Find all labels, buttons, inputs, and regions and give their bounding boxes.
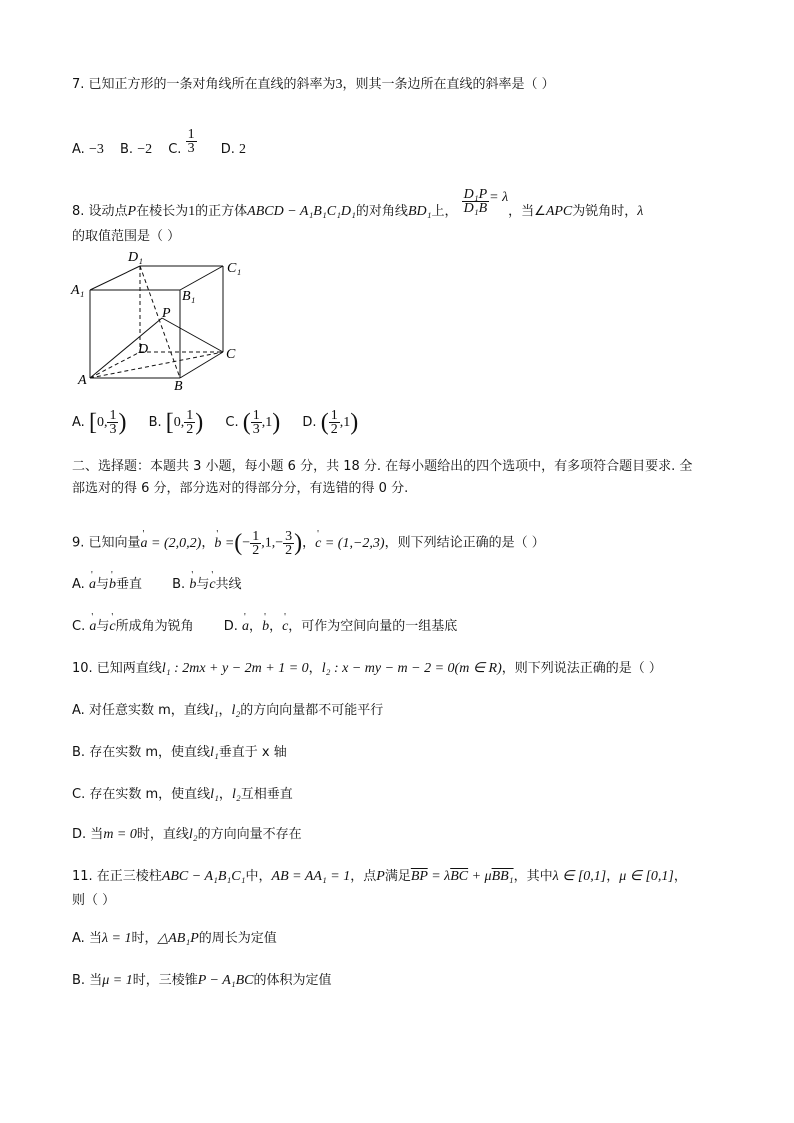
q8-option-c[interactable]: C. ( $\frac{1}{3}$ ,1) [225, 407, 281, 437]
label-b1: B₁ [182, 289, 196, 304]
edge-a1d1 [90, 266, 140, 290]
q8-option-b[interactable]: B. [0, $\frac{1}{2}$ ) [148, 407, 204, 437]
q7-option-d[interactable]: D. 2 [220, 142, 247, 157]
label-a: A [78, 373, 87, 388]
q7-slope: 3 [335, 77, 343, 92]
q8-options [72, 408, 358, 437]
vector-c: ' c = (1,−2,3) [315, 529, 384, 559]
q8-option-a[interactable]: A. [0, $\frac{1}{3}$ ) [72, 407, 127, 437]
label-d: D [138, 342, 149, 357]
edge-b1c1 [180, 266, 223, 290]
q10-option-d[interactable]: D. 当m = 0时，直线l₂的方向向量不存在 [72, 827, 302, 842]
q7-stem: 7. 已知正方形的一条对角线所在直线的斜率为3，则其一条边所在直线的斜率是（ ） [72, 77, 555, 92]
q10-option-c[interactable]: C. 存在实数 m，使直线l₁，l₂互相垂直 [72, 787, 293, 802]
section-2-line1: 二、选择题：本题共 3 小题，每小题 6 分，共 18 分. 在每小题给出的四个选项中，有多项符合题目要求. 全 [72, 459, 693, 474]
label-a1: A₁ [71, 283, 85, 298]
q11-stem-line2: 则（ ） [72, 893, 116, 908]
segment-ap [90, 318, 162, 378]
q8-option-d[interactable]: D. ( $\frac{1}{2}$ ,1) [302, 407, 359, 437]
q11-stem: 11. 在正三棱柱ABC − A₁B₁C₁中，AB = AA₁ = 1，点P满足$\overline{BP} = \lambda\overline{BC} + \mu BB_1$，其中λ ∈ [0,1]，μ ∈ [0,1]， [72, 869, 687, 884]
q9-option-d[interactable]: D. ' a，' b，' c，可作为空间向量的一组基底 [224, 619, 458, 634]
q11-option-b[interactable]: B. 当μ = 1时，三棱锥P − A₁BC的体积为定值 [72, 973, 332, 988]
q8-stem-line1: 8. 设动点P在棱长为1的正方体ABCD − A₁B₁C₁D₁的对角线BD₁上， $\frac{\text{D₁P}}{\text{D₁B}}$ = λ，当∠APC为锐角时，λ [72, 187, 644, 219]
q9-options-row2 [72, 618, 457, 636]
q8-stem-line2: 的取值范围是（ ） [72, 229, 181, 244]
q7-option-c[interactable]: C. $\frac{1}{3}$ [168, 127, 195, 157]
edge-ad-hidden [90, 352, 140, 378]
q11-option-a[interactable]: A. 当λ = 1时，△AB₁P的周长为定值 [72, 931, 277, 946]
q9-option-b[interactable]: B. ' b与' c共线 [172, 577, 241, 592]
q7-option-a[interactable]: A. −3 [72, 142, 104, 157]
line-l2-equation: l₂ : x − my − m − 2 = 0(m ∈ R) [321, 661, 502, 676]
q9-option-a[interactable]: A. ' a与' b垂直 [72, 577, 142, 592]
q10-option-a[interactable]: A. 对任意实数 m，直线l₁，l₂的方向向量都不可能平行 [72, 703, 384, 718]
segment-pc [162, 318, 223, 352]
diagonal-ac-hidden [90, 352, 223, 378]
section-2-line2: 部选对的得 6 分，部分选对的得部分分，有选错的得 0 分. [72, 481, 409, 496]
label-c: C [226, 347, 236, 362]
label-b: B [174, 379, 183, 394]
q10-stem: 10. 已知两直线l₁ : 2mx + y − 2m + 1 = 0，l₂ : x − my − m − 2 = 0(m ∈ R)，则下列说法正确的是（ ） [72, 661, 662, 676]
vector-a: ' a = (2,0,2) [141, 529, 202, 559]
q9-stem: 9. 已知向量' a = (2,0,2)，' b =(− $\frac{1}{2}$ ,1,− $\frac{3}{2}$ )，' c = (1,−2,3)，则下列结论正确的是（ ） [72, 528, 545, 559]
label-c1: C₁ [227, 261, 242, 276]
cube-figure [70, 246, 250, 394]
q10-option-b[interactable]: B. 存在实数 m，使直线l₁垂直于 x 轴 [72, 745, 287, 760]
q9-option-c[interactable]: C. ' a与' c所成角为锐角 [72, 619, 194, 634]
q9-options-row1 [72, 576, 242, 594]
q8-ratio-fraction: $\frac{\text{D₁P}}{\text{D₁B}}$ [463, 187, 488, 216]
q7-option-b[interactable]: B. −2 [119, 142, 153, 157]
label-d1: D₁ [128, 250, 143, 265]
line-l1-equation: l₁ : 2mx + y − 2m + 1 = 0 [161, 661, 309, 676]
label-p: P [162, 306, 171, 321]
q7-options [72, 127, 247, 163]
